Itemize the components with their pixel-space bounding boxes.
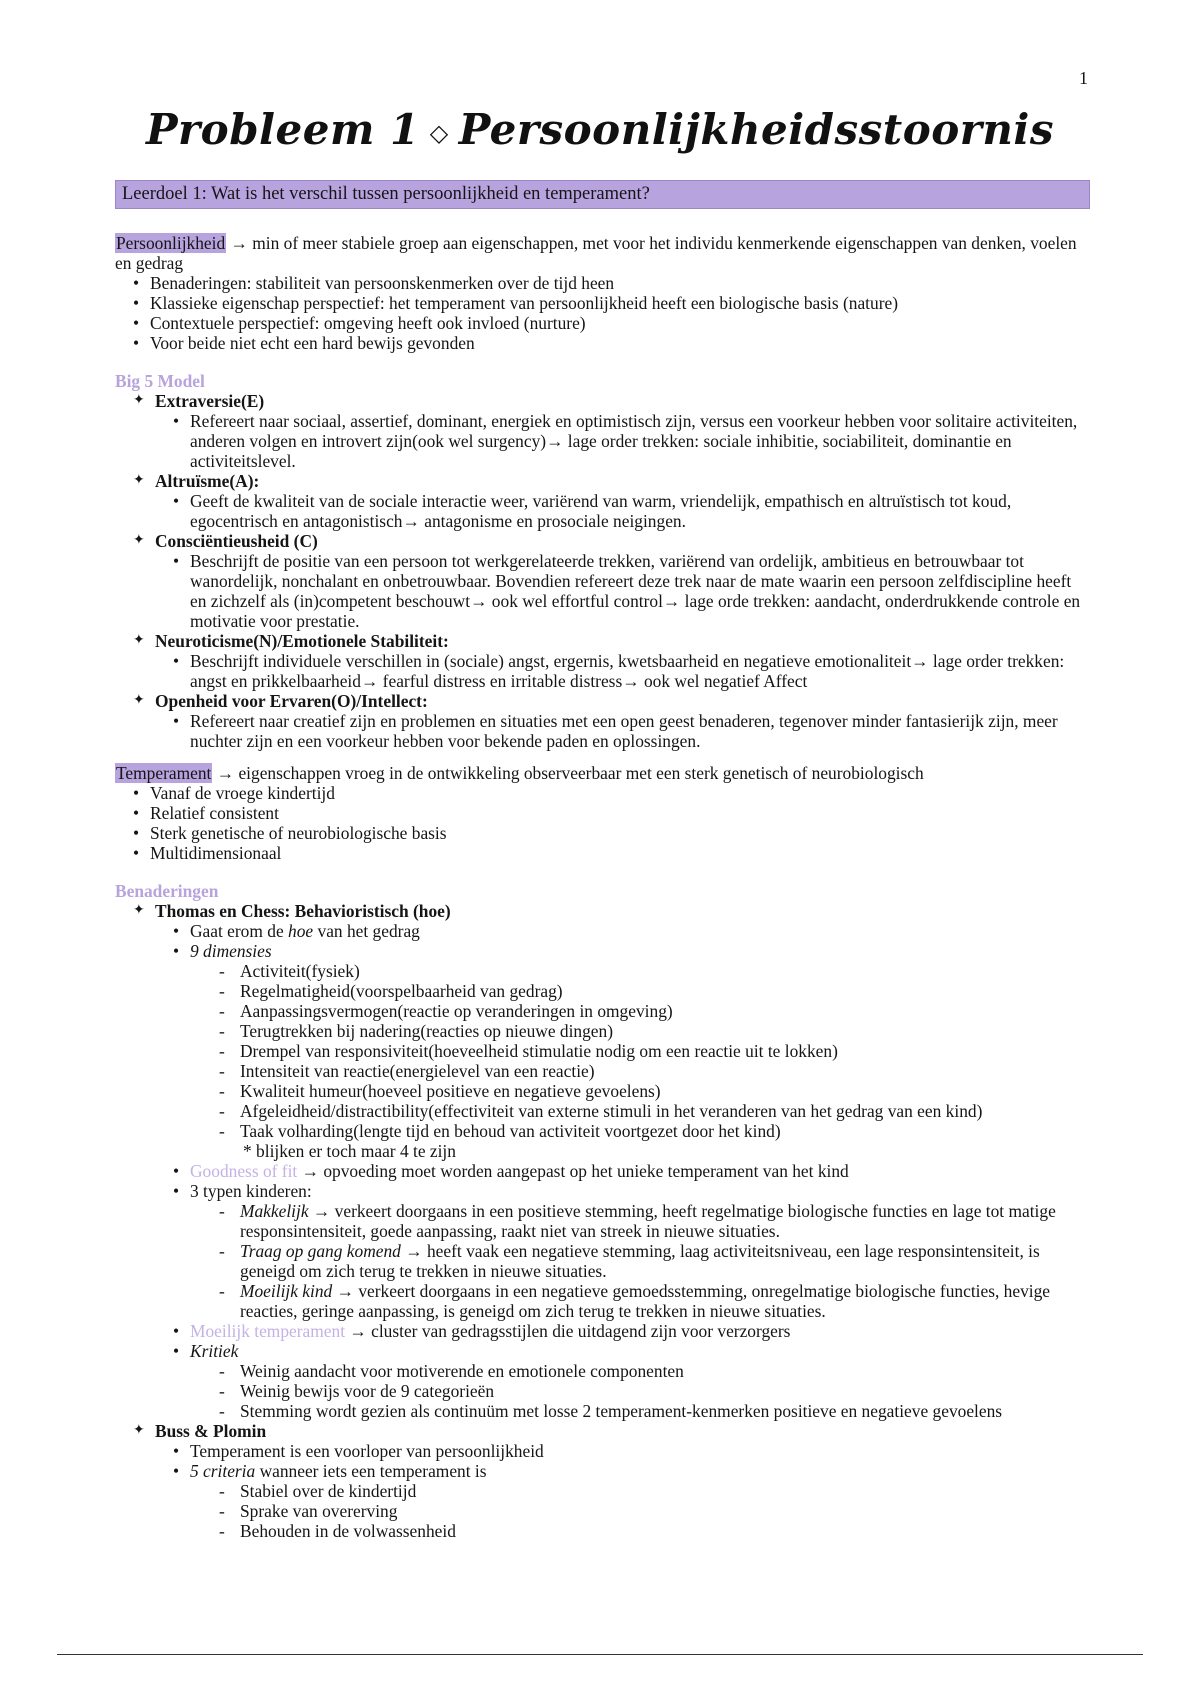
list-item: • Benaderingen: stabiliteit van persoonskenmerken over de tijd heen [115, 273, 1090, 293]
diamond-separator-icon: ◇ [429, 119, 449, 147]
dimensions-label: 9 dimensies [190, 941, 272, 961]
emphasis: Moeilijk kind [240, 1281, 333, 1301]
big5-heading: Big 5 Model [115, 371, 205, 391]
learning-goal-bar: Leerdoel 1: Wat is het verschil tussen persoonlijkheid en temperament? [115, 180, 1090, 209]
approach-title: Thomas en Chess: Behavioristisch (hoe) [155, 901, 451, 921]
trait-openness [115, 691, 1090, 751]
buss-plomin-points [155, 1441, 1090, 1481]
trait-extraversion [115, 391, 1090, 471]
star-bullet-icon: ✦ [133, 1423, 145, 1438]
list-item [155, 921, 1090, 941]
trait-name: Openheid voor Ervaren(O)/Intellect: [155, 691, 428, 711]
trait-description: • Beschrijft de positie van een persoon tot werkgerelateerde trekken, variërend van ordelijk, ambitieus en betrouwbaar tot wanordelijk, nonchalant en onbetrouwbaar. Bovendien refereert deze trek naar de mate waarin een persoon zelfdiscipline heeft en zichzelf als (in)competent beschouwt→ ook wel effortful control→ lage orde trekken: aandacht, onderdrukkende controle en motivatie voor prestatie. [155, 551, 1090, 631]
personality-bullets [115, 273, 1090, 353]
trait-conscientiousness [115, 531, 1090, 631]
text-fragment: → cluster van gedragsstijlen die uitdagend zijn voor verzorgers [345, 1321, 791, 1341]
text-fragment: → verkeert doorgaans in een negatieve gemoedsstemming, onregelmatige biologische functies, hevige reacties, geringe aanpassing, is geneigd om zich terug te trekken in nieuwe situaties. [240, 1281, 1051, 1321]
goodness-of-fit-term: Goodness of fit [190, 1161, 298, 1181]
personality-definition [115, 233, 1090, 273]
dimensions-list [155, 961, 1090, 1141]
thomas-chess-points [155, 921, 1090, 961]
list-item: • Multidimensionaal [115, 843, 1090, 863]
big5-traits [115, 391, 1090, 751]
trait-description: • Refereert naar sociaal, assertief, dominant, energiek en optimistisch zijn, versus een voorkeur hebben voor solitaire activiteiten, anderen volgen en introvert zijn(ook wel surgency)→ lage order trekken: sociale inhibitie, sociabiliteit, dominantie en activiteitslevel. [155, 411, 1090, 471]
title-problem: Probleem 1 [145, 105, 420, 154]
trait-description: • Refereert naar creatief zijn en problemen en situaties met een open geest benaderen, tegenover minder fantasierijk zijn, meer nuchter zijn en een voorkeur hebben voor bekende paden en oplossingen. [155, 711, 1090, 751]
emphasis: 5 criteria [190, 1461, 256, 1481]
list-item: - Taak volharding(lengte tijd en behoud van activiteit voortgezet door het kind) [155, 1121, 1090, 1141]
star-bullet-icon: ✦ [133, 393, 145, 408]
trait-altruism [115, 471, 1090, 531]
star-bullet-icon: ✦ [133, 533, 145, 548]
list-item: - Regelmatigheid(voorspelbaarheid van gedrag) [155, 981, 1090, 1001]
page-number: 1 [1079, 68, 1088, 88]
text-fragment: → verkeert doorgaans in een positieve stemming, heeft regelmatige biologische functies en lage tot matige responsintensiteit, goede aanpassing, raakt niet van streek in nieuwe situaties. [240, 1201, 1056, 1241]
personality-definition-text: → min of meer stabiele groep aan eigenschappen, met voor het individu kenmerkende eigenschappen van denken, voelen en gedrag [115, 233, 1077, 273]
list-item: - Weinig aandacht voor motiverende en emotionele componenten [155, 1361, 1090, 1381]
document-body [115, 180, 1090, 1541]
list-item: - Activiteit(fysiek) [155, 961, 1090, 981]
list-item: • Klassieke eigenschap perspectief: het temperament van persoonlijkheid heeft een biologische basis (nature) [115, 293, 1090, 313]
list-item: - Afgeleidheid/distractibility(effectiviteit van externe stimuli in het veranderen van het gedrag van een kind) [155, 1101, 1090, 1121]
list-item [155, 1321, 1090, 1341]
temperament-definition [115, 763, 1090, 783]
approach-title: Buss & Plomin [155, 1421, 267, 1441]
footer-rule [57, 1654, 1143, 1655]
list-item: - Sprake van overerving [155, 1501, 1090, 1521]
trait-name: Neuroticisme(N)/Emotionele Stabiliteit: [155, 631, 449, 651]
list-item: - Drempel van responsiviteit(hoeveelheid stimulatie nodig om een reactie uit te lokken) [155, 1041, 1090, 1061]
list-item [155, 1201, 1090, 1241]
difficult-temperament-term: Moeilijk temperament [190, 1321, 346, 1341]
text-fragment: wanneer iets een temperament is [255, 1461, 487, 1481]
list-item: - Kwaliteit humeur(hoeveel positieve en negatieve gevoelens) [155, 1081, 1090, 1101]
star-bullet-icon: ✦ [133, 693, 145, 708]
list-item [155, 1461, 1090, 1481]
text-fragment: van het gedrag [313, 921, 420, 941]
title-topic: Persoonlijkheidsstoornis [458, 105, 1055, 154]
child-types-list [155, 1201, 1090, 1321]
trait-name: Altruïsme(A): [155, 471, 260, 491]
approach-buss-plomin [115, 1421, 1090, 1541]
approach-thomas-chess [115, 901, 1090, 1421]
star-bullet-icon: ✦ [133, 473, 145, 488]
list-item [155, 941, 1090, 961]
list-item: • Sterk genetische of neurobiologische basis [115, 823, 1090, 843]
list-item: • Vanaf de vroege kindertijd [115, 783, 1090, 803]
list-item: • Relatief consistent [115, 803, 1090, 823]
page-title [0, 105, 1200, 154]
critique-label: Kritiek [190, 1341, 239, 1361]
trait-name: Consciëntieusheid (C) [155, 531, 318, 551]
list-item: - Stemming wordt gezien als continuüm met losse 2 temperament-kenmerken positieve en negatieve gevoelens [155, 1401, 1090, 1421]
text-fragment: Gaat erom de [190, 921, 289, 941]
list-item [155, 1281, 1090, 1321]
list-item: - Terugtrekken bij nadering(reacties op nieuwe dingen) [155, 1021, 1090, 1041]
criteria-list [155, 1481, 1090, 1541]
list-item: • Temperament is een voorloper van persoonlijkheid [155, 1441, 1090, 1461]
thomas-chess-more [155, 1161, 1090, 1201]
list-item: - Stabiel over de kindertijd [155, 1481, 1090, 1501]
trait-name: Extraversie(E) [155, 391, 265, 411]
list-item: - Aanpassingsvermogen(reactie op veranderingen in omgeving) [155, 1001, 1090, 1021]
list-item: - Behouden in de volwassenheid [155, 1521, 1090, 1541]
star-bullet-icon: ✦ [133, 903, 145, 918]
temperament-bullets [115, 783, 1090, 863]
personality-term: Persoonlijkheid [116, 233, 226, 253]
text-fragment: → heeft vaak een negatieve stemming, laag activiteitsniveau, een lage responsintensiteit, is geneigd om zich terug te trekken in nieuwe situaties. [240, 1241, 1040, 1281]
trait-description: • Beschrijft individuele verschillen in (sociale) angst, ergernis, kwetsbaarheid en negatieve emotionaliteit→ lage order trekken: angst en prikkelbaarheid→ fearful distress en irritable distress→ ook wel negatief Affect [155, 651, 1090, 691]
star-bullet-icon: ✦ [133, 633, 145, 648]
temperament-definition-text: → eigenschappen vroeg in de ontwikkeling observeerbaar met een sterk genetisch of neurobiologisch [212, 763, 924, 783]
list-item: - Intensiteit van reactie(energielevel van een reactie) [155, 1061, 1090, 1081]
dimensions-note: * blijken er toch maar 4 te zijn [243, 1141, 456, 1161]
list-item: • Voor beide niet echt een hard bewijs gevonden [115, 333, 1090, 353]
list-item [155, 1241, 1090, 1281]
approaches-list [115, 901, 1090, 1541]
critique-list [155, 1361, 1090, 1421]
list-item [155, 1341, 1090, 1361]
list-item: • 3 typen kinderen: [155, 1181, 1090, 1201]
text-fragment: → opvoeding moet worden aangepast op het unieke temperament van het kind [297, 1161, 849, 1181]
list-item: • Contextuele perspectief: omgeving heeft ook invloed (nurture) [115, 313, 1090, 333]
temperament-term: Temperament [116, 763, 212, 783]
emphasis: Traag op gang komend [240, 1241, 401, 1261]
trait-neuroticism [115, 631, 1090, 691]
approaches-heading: Benaderingen [115, 881, 219, 901]
trait-description: • Geeft de kwaliteit van de sociale interactie weer, variërend van warm, vriendelijk, empathisch en altruïstisch tot koud, egocentrisch en antagonistisch→ antagonisme en prosociale neigingen. [155, 491, 1090, 531]
list-item: - Weinig bewijs voor de 9 categorieën [155, 1381, 1090, 1401]
list-item [155, 1161, 1090, 1181]
emphasis: Makkelijk [240, 1201, 309, 1221]
thomas-chess-end [155, 1321, 1090, 1361]
emphasis: hoe [288, 921, 314, 941]
